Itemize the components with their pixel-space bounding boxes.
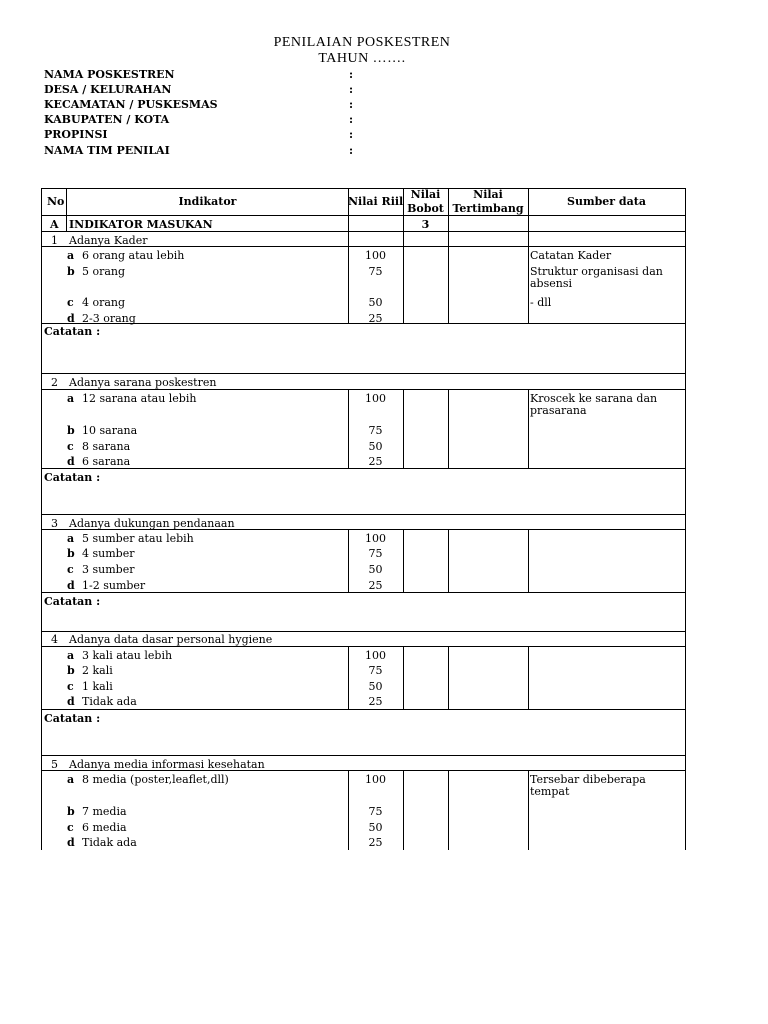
option-text: 4 orang bbox=[82, 296, 126, 309]
option-value: 50 bbox=[368, 821, 383, 834]
option-letter: a bbox=[67, 773, 75, 786]
option-value: 25 bbox=[368, 836, 383, 849]
option-text: 6 sarana bbox=[82, 455, 131, 468]
header-indikator: Indikator bbox=[178, 195, 237, 208]
header-nilai-riil: Nilai Riil bbox=[348, 195, 404, 208]
option-value: 25 bbox=[368, 695, 383, 708]
header-sumber-data: Sumber data bbox=[567, 195, 646, 208]
option-value: 25 bbox=[368, 579, 383, 592]
header-field-colon: : bbox=[349, 83, 354, 96]
group-title: Adanya Kader bbox=[69, 234, 148, 247]
option-letter: c bbox=[67, 296, 74, 309]
header-field bbox=[44, 113, 374, 128]
option-value: 100 bbox=[365, 773, 386, 786]
header-field bbox=[44, 98, 374, 113]
option-letter: b bbox=[67, 805, 75, 818]
header-field-label: KECAMATAN / PUSKESMAS bbox=[44, 98, 218, 111]
header-field-label: PROPINSI bbox=[44, 128, 108, 141]
option-value: 50 bbox=[368, 296, 383, 309]
option-text: Tidak ada bbox=[82, 695, 137, 708]
option-letter: d bbox=[67, 455, 75, 468]
option-text: 6 media bbox=[82, 821, 127, 834]
header-field-colon: : bbox=[349, 98, 354, 111]
option-text: 3 kali atau lebih bbox=[82, 649, 173, 662]
option-letter: c bbox=[67, 440, 74, 453]
option-text: 10 sarana bbox=[82, 424, 138, 437]
header-field-colon: : bbox=[349, 128, 354, 141]
section-bobot: 3 bbox=[421, 218, 430, 231]
option-letter: b bbox=[67, 547, 75, 560]
header-field-colon: : bbox=[349, 113, 354, 126]
option-letter: b bbox=[67, 424, 75, 437]
option-text: 8 media (poster,leaflet,dll) bbox=[82, 773, 229, 786]
group-no: 5 bbox=[51, 758, 58, 771]
header-field-label: NAMA TIM PENILAI bbox=[44, 144, 170, 157]
option-value: 100 bbox=[365, 392, 386, 405]
group-title: Adanya dukungan pendanaan bbox=[69, 517, 235, 530]
group-no: 4 bbox=[51, 633, 58, 646]
option-letter: d bbox=[67, 836, 75, 849]
option-value: 75 bbox=[368, 805, 383, 818]
header-field-label: DESA / KELURAHAN bbox=[44, 83, 172, 96]
group-title: Adanya media informasi kesehatan bbox=[69, 758, 265, 771]
option-text: Tidak ada bbox=[82, 836, 137, 849]
group-no: 2 bbox=[51, 376, 58, 389]
option-letter: a bbox=[67, 649, 75, 662]
option-letter: c bbox=[67, 680, 74, 693]
option-text: 1-2 sumber bbox=[82, 579, 146, 592]
catatan-label: Catatan : bbox=[44, 712, 101, 725]
header-nilai-bobot-2: Bobot bbox=[407, 202, 444, 215]
option-value: 75 bbox=[368, 424, 383, 437]
option-text: 3 sumber bbox=[82, 563, 135, 576]
header-field bbox=[44, 144, 374, 159]
option-sumber: - dll bbox=[530, 296, 552, 309]
header-field bbox=[44, 68, 374, 83]
page-subtitle: TAHUN ……. bbox=[318, 51, 406, 66]
option-text: 6 orang atau lebih bbox=[82, 249, 185, 262]
header-field-colon: : bbox=[349, 68, 354, 81]
page-title: PENILAIAN POSKESTREN bbox=[273, 35, 451, 50]
option-value: 75 bbox=[368, 547, 383, 560]
catatan-label: Catatan : bbox=[44, 471, 101, 484]
header-nilai-bobot: Nilai bbox=[410, 188, 441, 201]
option-value: 100 bbox=[365, 649, 386, 662]
option-text: 2 kali bbox=[82, 664, 113, 677]
header-field-colon: : bbox=[349, 144, 354, 157]
option-text: 1 kali bbox=[82, 680, 113, 693]
option-value: 75 bbox=[368, 664, 383, 677]
header-field bbox=[44, 83, 374, 98]
option-text: 5 orang bbox=[82, 265, 126, 278]
option-letter: c bbox=[67, 821, 74, 834]
option-text: 8 sarana bbox=[82, 440, 131, 453]
option-value: 50 bbox=[368, 563, 383, 576]
option-sumber: Struktur organisasi dan absensi bbox=[530, 265, 663, 290]
option-value: 100 bbox=[365, 532, 386, 545]
header-nilai-tertimbang-2: Tertimbang bbox=[452, 202, 524, 215]
option-sumber: Kroscek ke sarana dan prasarana bbox=[530, 392, 658, 417]
option-letter: c bbox=[67, 563, 74, 576]
option-letter: b bbox=[67, 265, 75, 278]
header-no: No bbox=[47, 195, 65, 208]
option-letter: a bbox=[67, 532, 75, 545]
option-letter: d bbox=[67, 312, 75, 325]
option-text: 12 sarana atau lebih bbox=[82, 392, 197, 405]
option-text: 2-3 orang bbox=[82, 312, 136, 325]
catatan-label: Catatan : bbox=[44, 325, 101, 338]
header-field-label: NAMA POSKESTREN bbox=[44, 68, 175, 81]
option-value: 100 bbox=[365, 249, 386, 262]
option-value: 25 bbox=[368, 455, 383, 468]
option-letter: d bbox=[67, 579, 75, 592]
section-label: INDIKATOR MASUKAN bbox=[69, 218, 213, 231]
header-field bbox=[44, 128, 374, 143]
catatan-label: Catatan : bbox=[44, 595, 101, 608]
option-value: 50 bbox=[368, 680, 383, 693]
group-no: 1 bbox=[51, 234, 58, 247]
option-sumber: Catatan Kader bbox=[530, 249, 612, 262]
option-letter: d bbox=[67, 695, 75, 708]
group-title: Adanya data dasar personal hygiene bbox=[69, 633, 273, 646]
option-value: 75 bbox=[368, 265, 383, 278]
group-title: Adanya sarana poskestren bbox=[69, 376, 217, 389]
group-no: 3 bbox=[51, 517, 58, 530]
option-letter: b bbox=[67, 664, 75, 677]
option-letter: a bbox=[67, 392, 75, 405]
option-value: 50 bbox=[368, 440, 383, 453]
option-sumber: Tersebar dibeberapa tempat bbox=[530, 773, 646, 798]
option-text: 4 sumber bbox=[82, 547, 135, 560]
header-nilai-tertimbang: Nilai bbox=[473, 188, 503, 201]
header-field-label: KABUPATEN / KOTA bbox=[44, 113, 170, 126]
option-letter: a bbox=[67, 249, 75, 262]
section-no: A bbox=[50, 218, 59, 231]
option-value: 25 bbox=[368, 312, 383, 325]
option-text: 5 sumber atau lebih bbox=[82, 532, 194, 545]
option-text: 7 media bbox=[82, 805, 127, 818]
